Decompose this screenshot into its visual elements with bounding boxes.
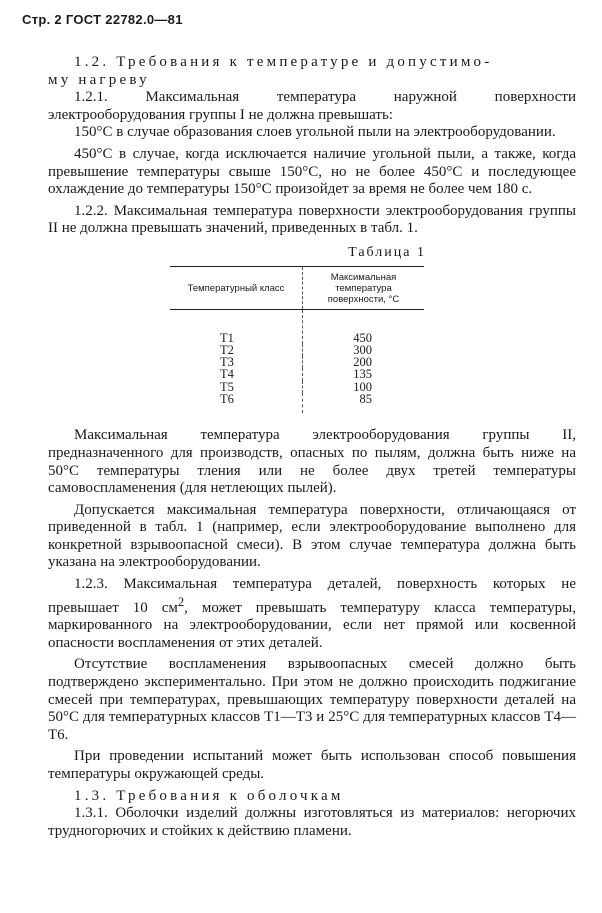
paragraph-150c: 150°С в случае образования слоев угольной пыли на электрооборудовании. (74, 124, 556, 141)
paragraph-absence-ignition: Отсутствие воспламенения взрывоопасных смесей должно быть подтверждено экспериментально. При этом не должно происходить поджигание смесей при температурах, превышающих температуру поверхности деталей на 50°С для температурных классов Т1—Т3 и 25°С для температурных классов Т4—Т6. (48, 656, 576, 743)
table-caption: Таблица 1 (348, 244, 426, 260)
section-1-2-title (48, 54, 576, 89)
table-cell-class: Т4 (170, 368, 303, 380)
paragraph-450c: 450°С в случае, когда исключается наличие угольной пыли, а также, когда превышение температуры свыше 150°С, но не более 450°С и последующее охлаждение до температуры 150°С произойдет за время не более чем 180 с. (48, 145, 576, 198)
table-cell-class: Т5 (170, 381, 303, 393)
table-header-class: Температурный класс (170, 266, 303, 309)
table-cell-temp: 450 (353, 330, 372, 345)
table-row (170, 368, 424, 380)
table-row (170, 356, 424, 368)
paragraph-allowed-temp: Допускается максимальная температура поверхности, отличающаяся от приведенной в табл. 1 (например, если электрооборудование выполнено для конкретной взрывоопасной смеси). В этом случае температура должна быть указана на электрооборудовании. (48, 501, 576, 571)
paragraph-1-2-3-text-b: , может превышать температуру класса температуры, маркированного на электрооборудовании, если нет прямой или косвенной опасности воспламенения от этих деталей. (48, 599, 577, 651)
table-cell-class: Т6 (170, 393, 303, 413)
table-cell-temp: 300 (353, 342, 372, 357)
paragraph-1-3-1: 1.3.1. Оболочки изделий должны изготовляться из материалов: негорючих трудногорючих и стойких к действию пламени. (48, 805, 576, 839)
paragraph-1-2-3 (48, 576, 576, 652)
table-row (170, 344, 424, 356)
table-cell-class: Т2 (170, 344, 303, 356)
section-1-2-title-line2: му нагреву (48, 71, 150, 88)
paragraph-1-2-2: 1.2.2. Максимальная температура поверхности электрооборудования группы II не должна превышать значений, приведенных в табл. 1. (48, 202, 576, 237)
paragraph-1-2-3-text-a: 1.2.3. Максимальная температура деталей, поверхность которых не превышает 10 см (48, 576, 576, 616)
square-superscript: 2 (177, 594, 185, 609)
table-header-row (170, 266, 424, 309)
paragraph-1-2-1: 1.2.1. Максимальная температура наружной поверхности электрооборудования группы I не должна превышать: (48, 89, 576, 123)
table-cell-temp: 85 (359, 392, 372, 407)
paragraph-group-ii: Максимальная температура электрооборудования группы II, предназначенного для производств, опасных по пылям, должна быть ниже на 50°С температуры тления или не более двух третей температуры самовоспламенения (для нетлеющих пылей). (48, 427, 576, 497)
table-cell-temp: 100 (353, 379, 372, 394)
section-1-3-title: 1.3. Требования к оболочкам (74, 787, 344, 804)
page-header: Стр. 2 ГОСТ 22782.0—81 (22, 12, 183, 27)
table-cell-class: Т1 (170, 309, 303, 344)
table-cell-temp: 135 (353, 367, 372, 382)
table-cell-class: Т3 (170, 356, 303, 368)
document-body (48, 54, 576, 840)
paragraph-tests: При проведении испытаний может быть использован способ повышения температуры окружающей среды. (48, 748, 576, 782)
table-header-max-temp: Максимальная температура поверхности, °С (303, 266, 425, 309)
table-row (170, 309, 424, 344)
section-1-2-title-line1: 1.2. Требования к температуре и допустимо- (74, 54, 493, 70)
table-row (170, 393, 424, 413)
table-cell-temp: 200 (353, 355, 372, 370)
table-row (170, 381, 424, 393)
temperature-table (170, 266, 424, 414)
